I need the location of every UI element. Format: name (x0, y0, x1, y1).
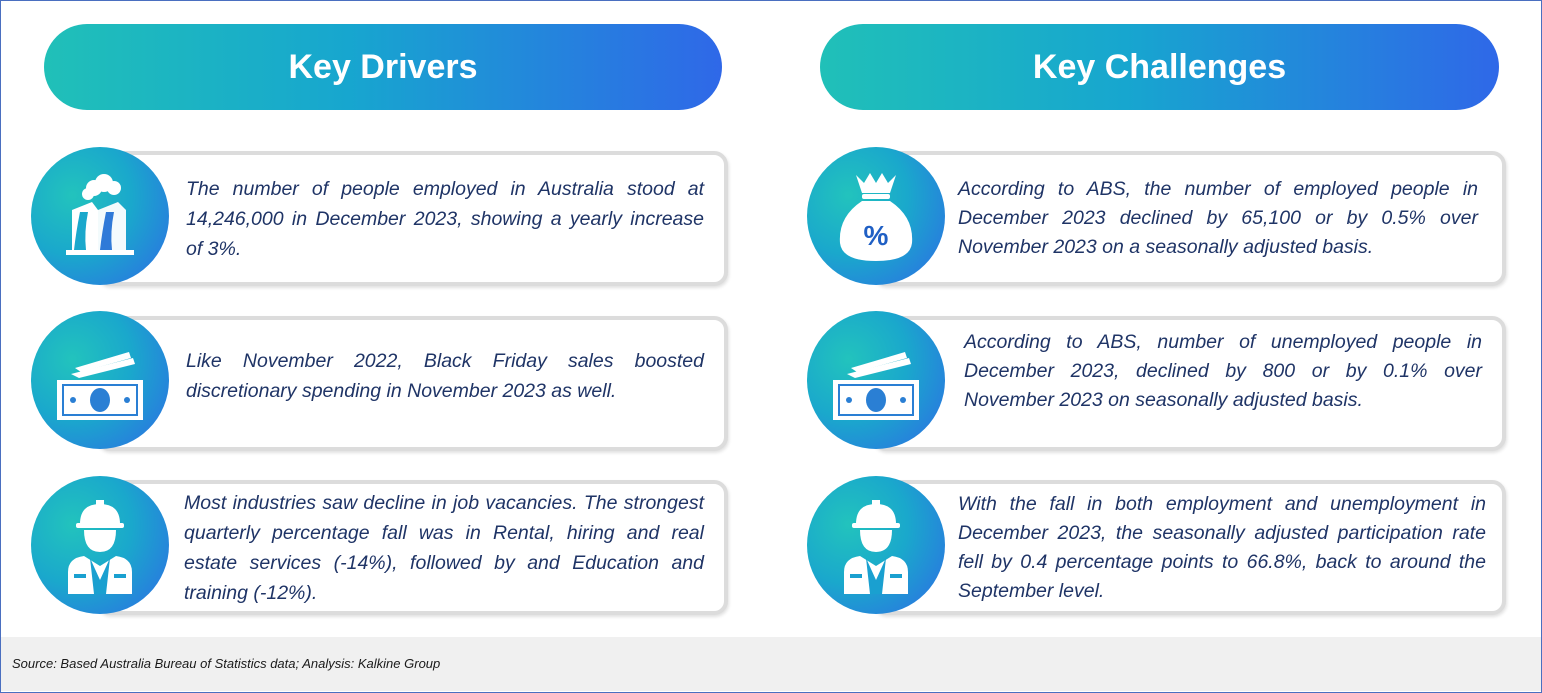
challenge-card-3 (872, 480, 1506, 615)
worker-icon (807, 476, 945, 614)
challenge-text-1: According to ABS, the number of employed people in December 2023 declined by 65,100 or by 0.5% over November 2023 on a seasonally adjusted basis. (958, 178, 1478, 258)
driver-card-1 (96, 151, 728, 286)
driver-text-1: The number of people employed in Australia stood at 14,246,000 in December 2023, showing a yearly increase of 3%. (186, 177, 704, 260)
svg-text:%: % (863, 220, 889, 251)
money-bag-percent-icon (807, 147, 945, 285)
driver-text-2: Like November 2022, Black Friday sales boosted discretionary spending in November 2023 as well. (186, 350, 704, 402)
driver-card-2 (96, 316, 728, 451)
source-note: Source: Based Australia Bureau of Statistics data; Analysis: Kalkine Group (12, 656, 441, 671)
key-challenges-title: Key Challenges (1032, 47, 1287, 86)
factory-icon (31, 147, 169, 285)
driver-card-3 (96, 480, 728, 615)
challenge-card-1 (872, 151, 1506, 286)
driver-text-3: Most industries saw decline in job vacancies. The strongest quarterly percentage fall was in Rental, hiring and real estate services (-14%), followed by and Education and training (-12%). (184, 491, 704, 604)
challenge-text-2: According to ABS, number of unemployed people in December 2023, declined by 800 or by 0.1% over November 2023 on seasonally adjusted basis. (964, 331, 1482, 411)
challenge-card-2 (872, 316, 1506, 451)
banknotes-icon (31, 311, 169, 449)
worker-icon (31, 476, 169, 614)
key-challenges-header (820, 24, 1499, 110)
banknotes-icon (807, 311, 945, 449)
key-drivers-title: Key Drivers (288, 47, 478, 86)
key-drivers-header (44, 24, 722, 110)
challenge-text-3: With the fall in both employment and unemployment in December 2023, the seasonally adjusted participation rate fell by 0.4 percentage points to 66.8%, back to around the September level. (958, 493, 1486, 602)
